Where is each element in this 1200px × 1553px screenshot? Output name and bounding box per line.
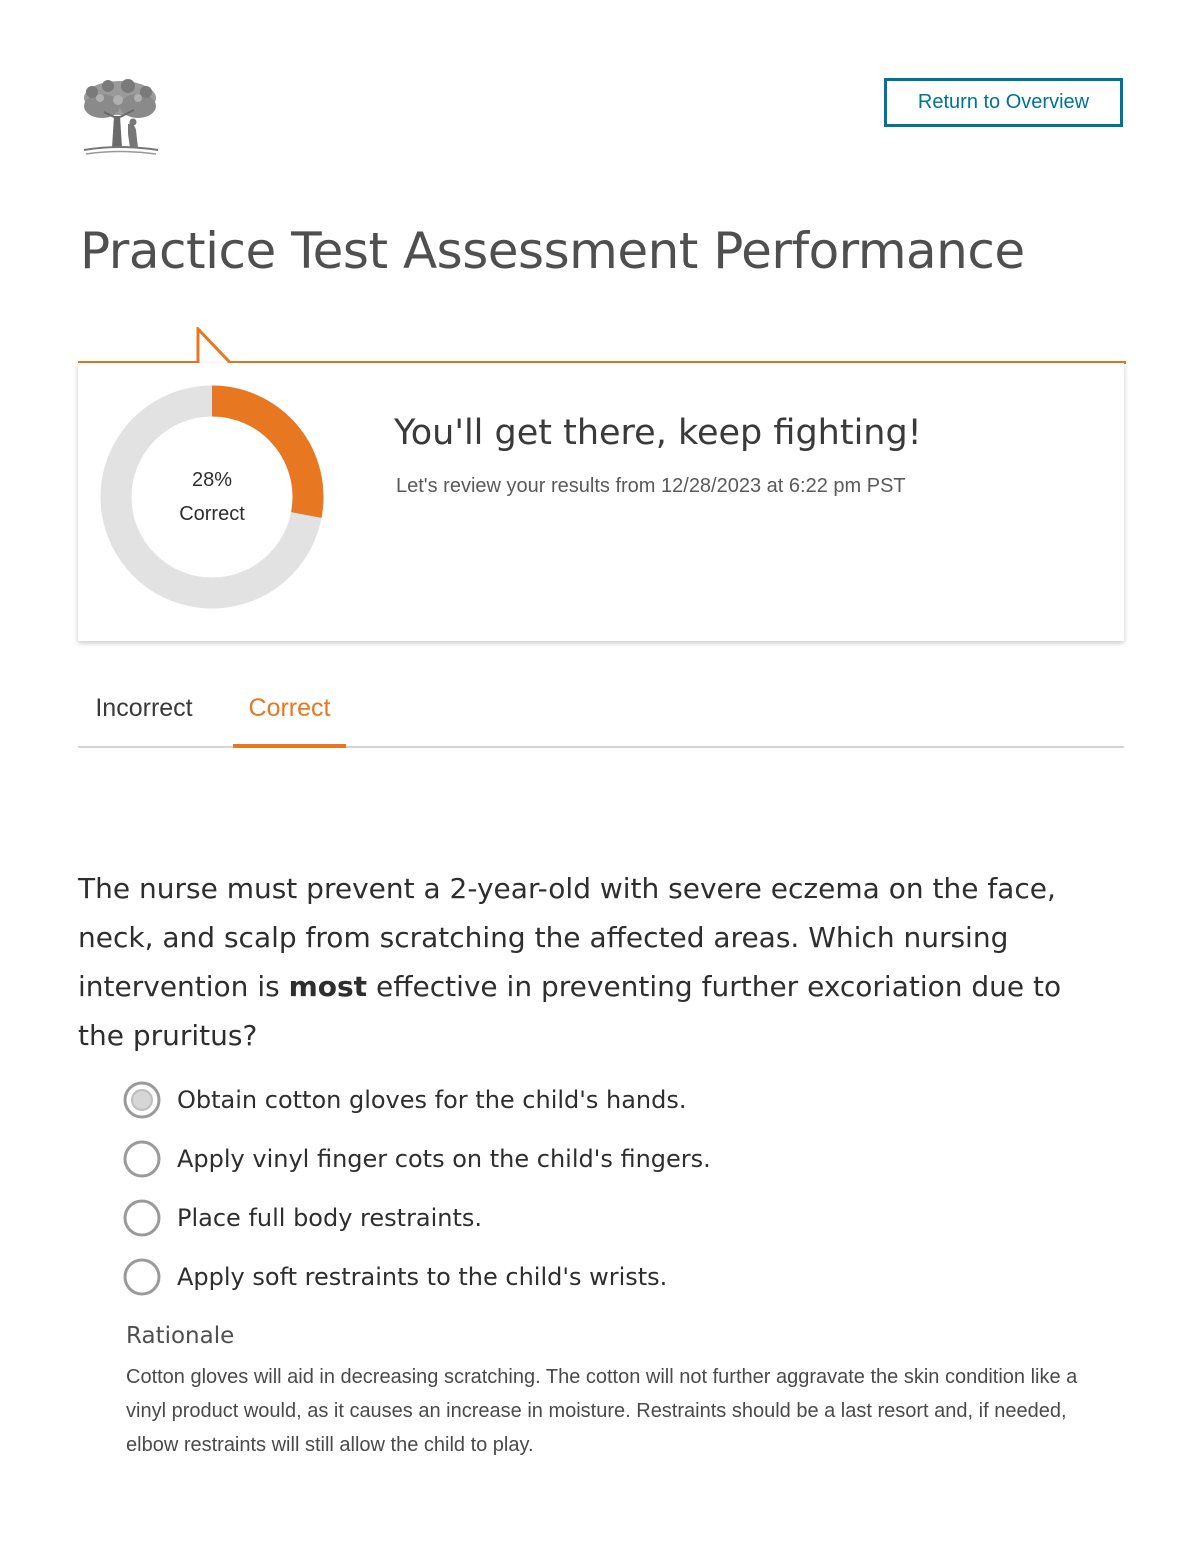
answer-option[interactable]	[122, 1129, 1122, 1188]
return-to-overview-button[interactable]: Return to Overview	[884, 78, 1123, 127]
answer-option-label: Apply soft restraints to the child's wrists.	[177, 1262, 668, 1291]
answer-options	[122, 1070, 1122, 1306]
radio-empty-icon[interactable]	[122, 1139, 162, 1179]
radio-selected-icon[interactable]	[122, 1080, 162, 1120]
score-percent: 28%	[191, 469, 233, 491]
question-text-end: effective in preventing further excoriation due to the pruritus?	[78, 970, 1062, 1052]
results-summary-card	[78, 363, 1124, 641]
question-text	[78, 864, 1108, 1060]
rationale-text: Cotton gloves will aid in decreasing scratching. The cotton will not further aggravate the skin condition like a vinyl product would, as it causes an increase in moisture. Restraints should be a last resort and, if needed, elbow restraints will still allow the child to play.	[126, 1366, 1078, 1456]
elsevier-tree-logo	[78, 78, 162, 156]
tab-incorrect[interactable]: Incorrect	[95, 694, 193, 722]
encouragement-headline: You'll get there, keep fighting!	[394, 413, 922, 453]
tab-correct[interactable]: Correct	[233, 694, 346, 748]
question-emphasis: most	[288, 970, 368, 1003]
answer-option[interactable]	[122, 1247, 1122, 1306]
answer-option[interactable]	[122, 1070, 1122, 1129]
question-text-start: The nurse must prevent a 2-year-old with severe eczema on the face, neck, and scalp from scratching the affected areas. Which nursing intervention is	[78, 872, 1056, 1003]
radio-empty-icon[interactable]	[122, 1257, 162, 1297]
answer-option-label: Obtain cotton gloves for the child's hands.	[177, 1085, 687, 1114]
results-timestamp: Let's review your results from 12/28/2023 at 6:22 pm PST	[396, 475, 906, 497]
accent-divider	[78, 327, 1126, 367]
page-title: Practice Test Assessment Performance	[80, 222, 1025, 280]
answer-option-label: Place full body restraints.	[177, 1203, 483, 1232]
answer-option[interactable]	[122, 1188, 1122, 1247]
score-caption: Correct	[179, 503, 245, 525]
score-label	[100, 385, 324, 609]
radio-empty-icon[interactable]	[122, 1198, 162, 1238]
result-tabs	[78, 690, 1124, 748]
answer-option-label: Apply vinyl finger cots on the child's fingers.	[177, 1144, 711, 1173]
rationale-heading: Rationale	[126, 1323, 235, 1349]
